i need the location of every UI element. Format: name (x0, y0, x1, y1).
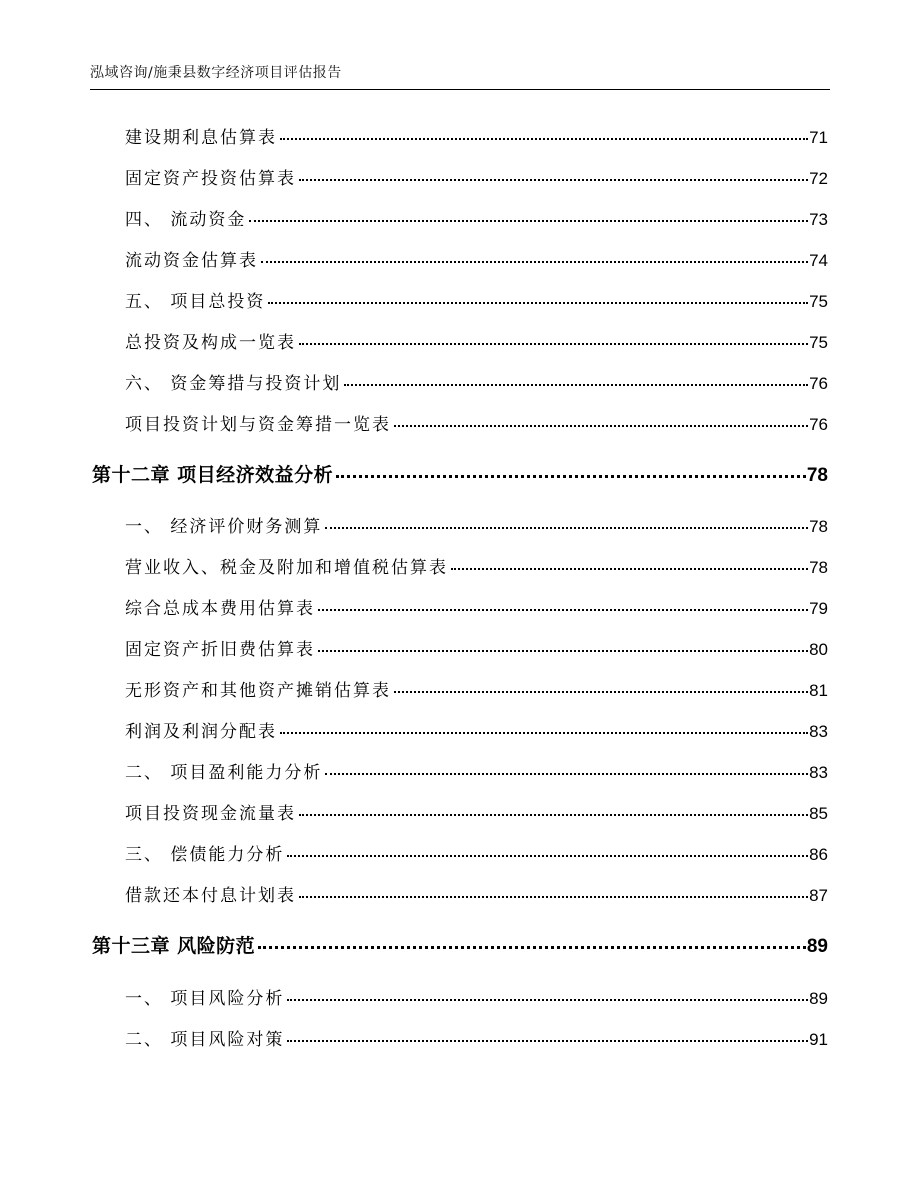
toc-leader-dots (318, 650, 808, 652)
toc-entry-title: 借款还本付息计划表 (125, 886, 296, 906)
toc-entry-title: 建设期利息估算表 (125, 128, 277, 148)
toc-leader-dots (394, 691, 808, 693)
toc-entry-title: 一、 项目风险分析 (125, 989, 285, 1009)
toc-page-number: 78 (809, 517, 828, 536)
toc-entry-title: 营业收入、税金及附加和增值税估算表 (125, 558, 448, 578)
toc-entry-title: 三、 偿债能力分析 (125, 845, 285, 865)
running-header: 泓域咨询/施秉县数字经济项目评估报告 (90, 65, 342, 81)
toc-entry-title: 一、 经济评价财务测算 (125, 517, 323, 537)
toc-page-number: 89 (809, 989, 828, 1008)
toc-leader-dots (280, 138, 808, 140)
toc-entry-title: 二、 项目风险对策 (125, 1030, 285, 1050)
toc-entry[interactable] (125, 205, 828, 230)
toc-page-number: 81 (809, 681, 828, 700)
toc-entry[interactable] (125, 635, 828, 660)
toc-entry[interactable] (125, 717, 828, 742)
toc-entry-title: 综合总成本费用估算表 (125, 599, 315, 619)
toc-entry-title: 五、 项目总投资 (125, 292, 266, 312)
toc-page-number: 80 (809, 640, 828, 659)
toc-entry[interactable] (125, 164, 828, 189)
toc-entry[interactable] (125, 287, 828, 312)
toc-entry-title: 固定资产折旧费估算表 (125, 640, 315, 660)
toc-entry-title: 项目投资计划与资金筹措一览表 (125, 415, 391, 435)
toc-page-number: 73 (809, 210, 828, 229)
toc-leader-dots (394, 425, 808, 427)
toc-page-number: 76 (809, 374, 828, 393)
toc-page-number: 75 (809, 333, 828, 352)
toc-entry-title: 固定资产投资估算表 (125, 169, 296, 189)
toc-leader-dots (287, 999, 808, 1001)
toc-entry[interactable] (125, 840, 828, 865)
toc-leader-dots (299, 896, 808, 898)
toc-entry[interactable] (125, 758, 828, 783)
toc-page-number: 91 (809, 1030, 828, 1049)
toc-page-number: 85 (809, 804, 828, 823)
toc-page-number: 87 (809, 886, 828, 905)
toc-leader-dots (287, 855, 808, 857)
toc-page-number: 74 (809, 251, 828, 270)
toc-chapter-entry[interactable] (92, 931, 828, 958)
toc-page-number: 75 (809, 292, 828, 311)
toc-entry-title: 六、 资金筹措与投资计划 (125, 374, 342, 394)
toc-page-number: 71 (809, 128, 828, 147)
toc-page-number: 78 (806, 465, 828, 486)
toc-entry-title: 四、 流动资金 (125, 210, 247, 230)
toc-leader-dots (299, 179, 808, 181)
toc-leader-dots (249, 220, 808, 222)
toc-leader-dots (299, 343, 808, 345)
toc-entry[interactable] (125, 410, 828, 435)
toc-leader-dots (451, 568, 808, 570)
toc-entry[interactable] (125, 594, 828, 619)
toc-page-number: 79 (809, 599, 828, 618)
toc-entry-title: 利润及利润分配表 (125, 722, 277, 742)
toc-entry[interactable] (125, 676, 828, 701)
toc-entry[interactable] (125, 799, 828, 824)
toc-leader-dots (336, 475, 806, 478)
toc-leader-dots (287, 1040, 808, 1042)
toc-page-number: 83 (809, 722, 828, 741)
toc-leader-dots (261, 261, 808, 263)
toc-entry-title: 流动资金估算表 (125, 251, 258, 271)
toc-page-number: 76 (809, 415, 828, 434)
toc-chapter-title: 第十二章 项目经济效益分析 (92, 464, 334, 486)
toc-leader-dots (258, 946, 806, 949)
toc-chapter-title: 第十三章 风险防范 (92, 935, 256, 957)
toc-leader-dots (299, 814, 808, 816)
toc-entry[interactable] (125, 246, 828, 271)
toc-leader-dots (325, 773, 808, 775)
toc-page-number: 78 (809, 558, 828, 577)
toc-entry[interactable] (125, 369, 828, 394)
toc-page-number: 72 (809, 169, 828, 188)
toc-entry[interactable] (125, 881, 828, 906)
toc-entry-title: 无形资产和其他资产摊销估算表 (125, 681, 391, 701)
toc-entry[interactable] (125, 984, 828, 1009)
toc-chapter-entry[interactable] (92, 460, 828, 487)
toc-entry[interactable] (125, 512, 828, 537)
toc-leader-dots (268, 302, 808, 304)
toc-leader-dots (344, 384, 808, 386)
toc-entry[interactable] (125, 328, 828, 353)
toc-entry[interactable] (125, 1025, 828, 1050)
toc-leader-dots (325, 527, 808, 529)
toc-leader-dots (318, 609, 808, 611)
toc-entry-title: 项目投资现金流量表 (125, 804, 296, 824)
toc-entry[interactable] (125, 123, 828, 148)
toc-page-number: 86 (809, 845, 828, 864)
toc-entry-title: 总投资及构成一览表 (125, 333, 296, 353)
toc-page-number: 83 (809, 763, 828, 782)
toc-entry[interactable] (125, 553, 828, 578)
toc-entry-title: 二、 项目盈利能力分析 (125, 763, 323, 783)
toc-page-number: 89 (806, 936, 828, 957)
toc-leader-dots (280, 732, 808, 734)
